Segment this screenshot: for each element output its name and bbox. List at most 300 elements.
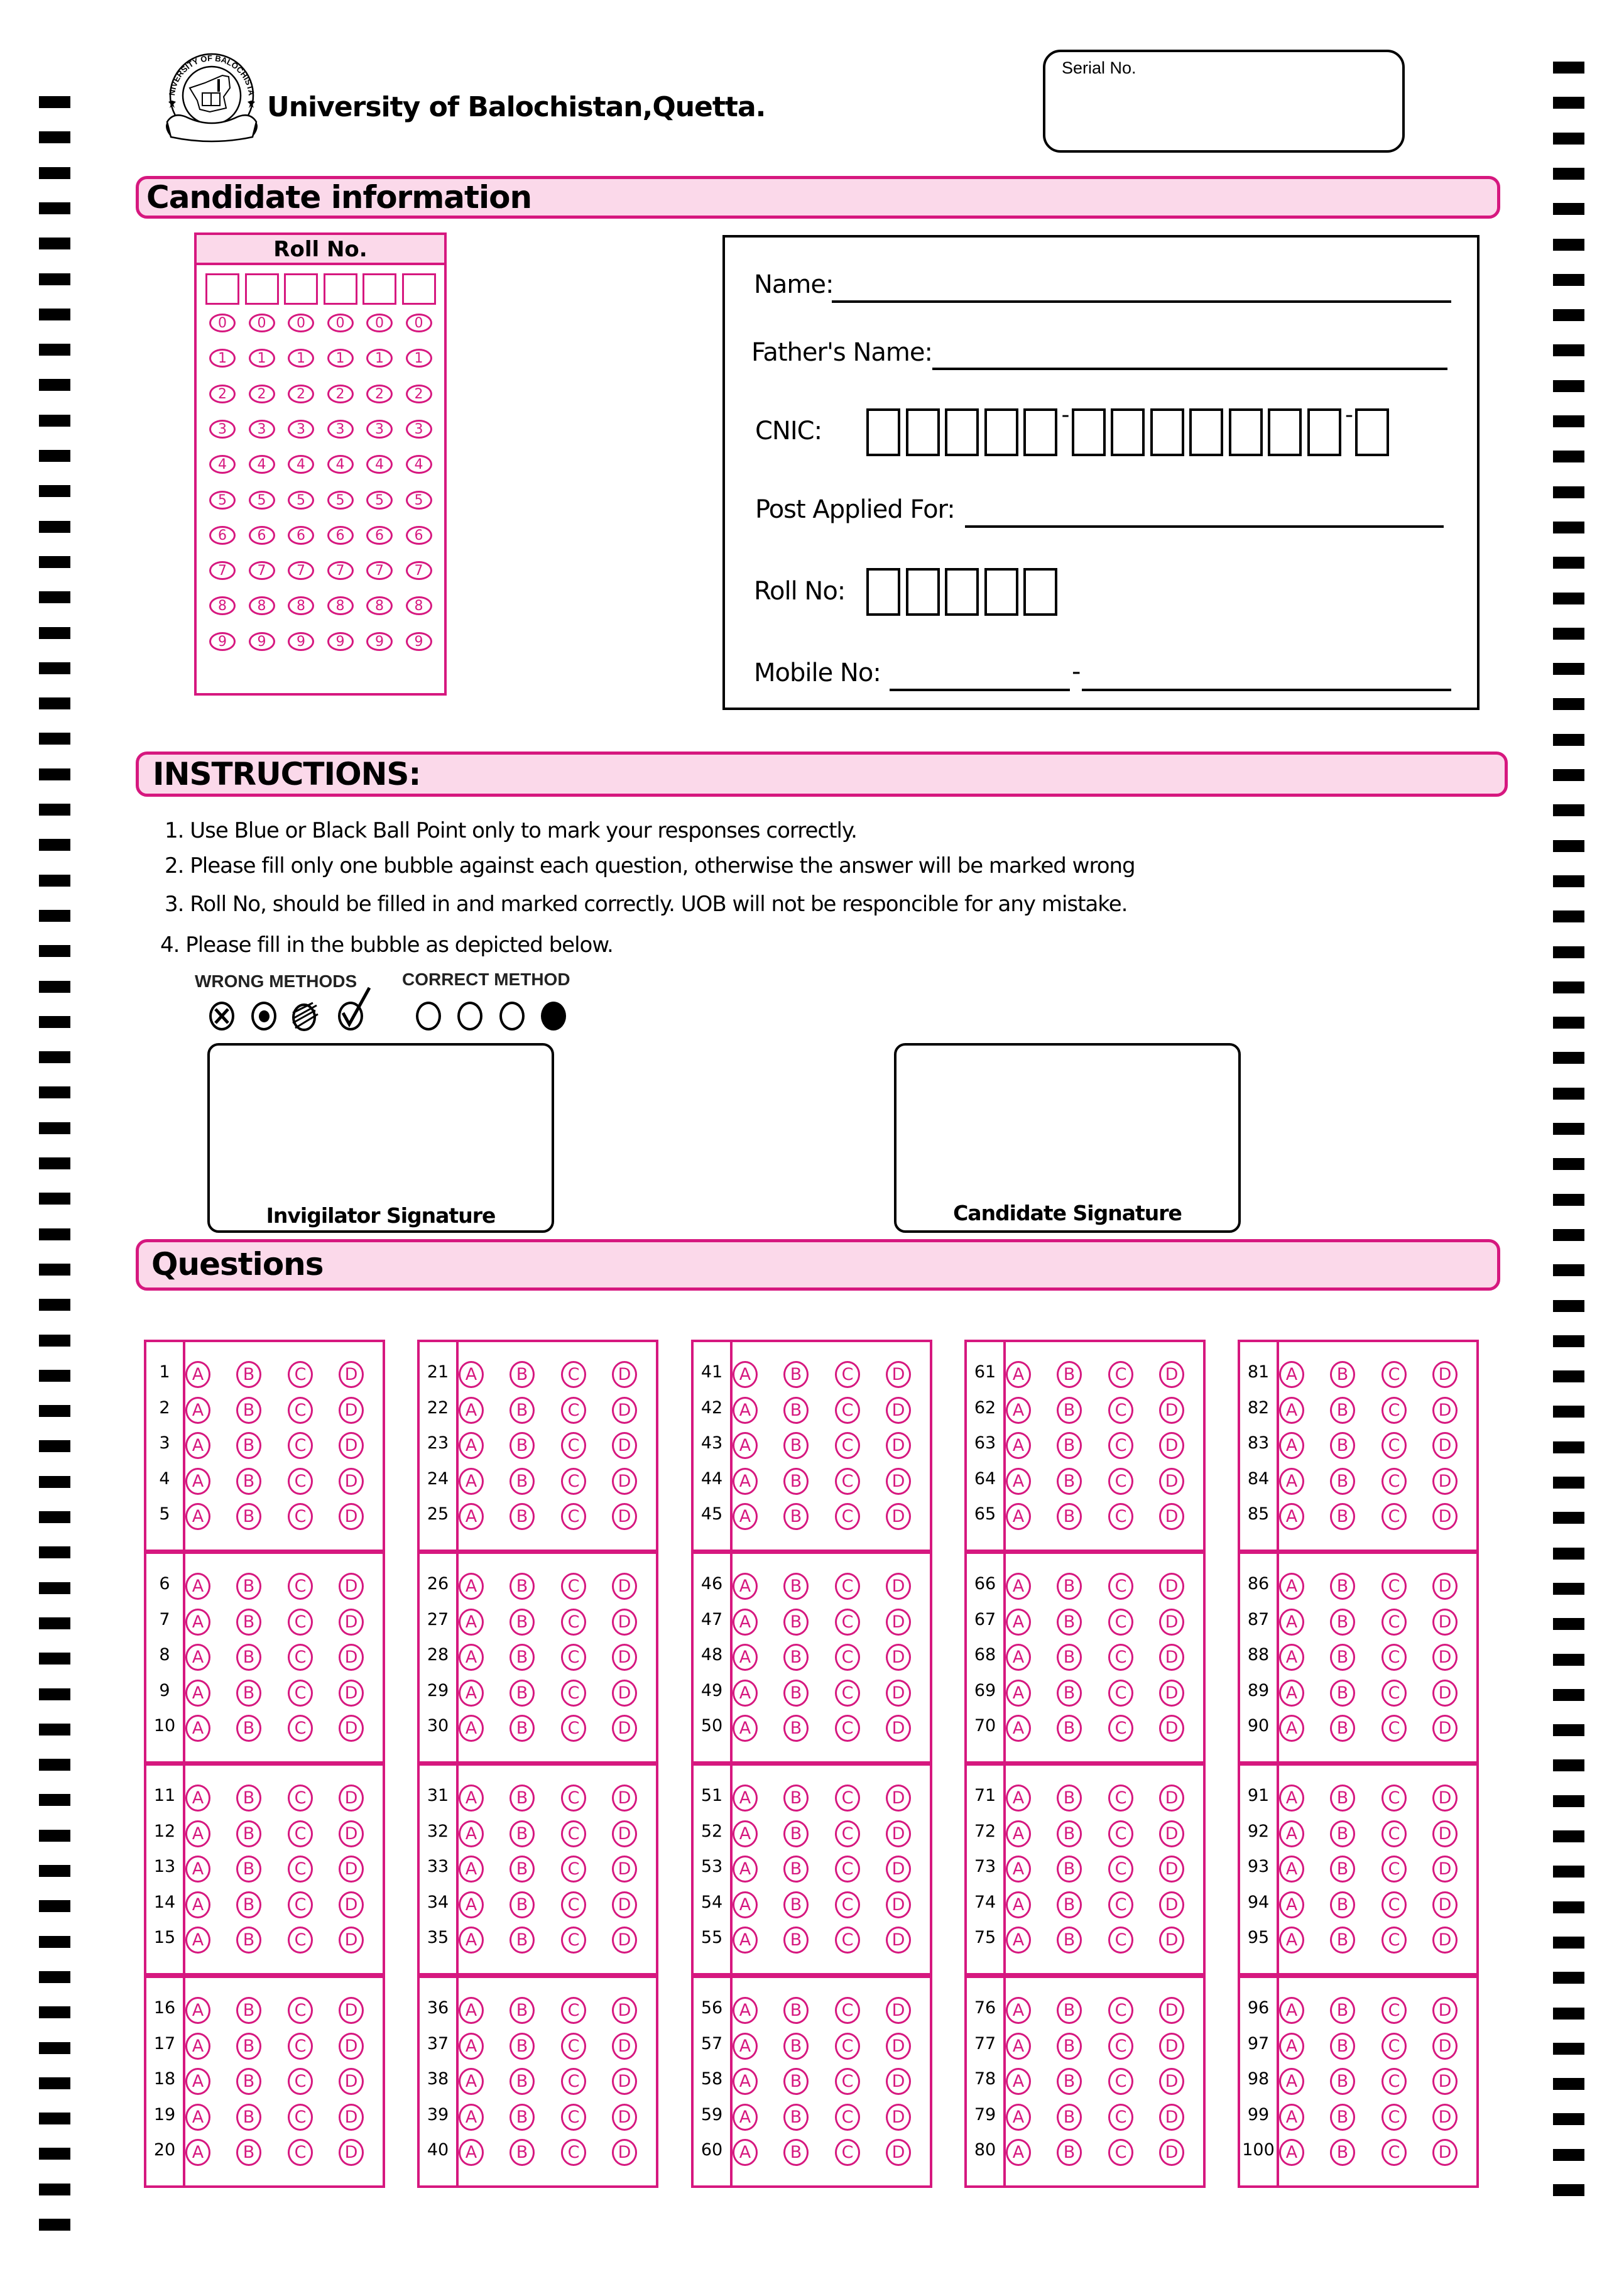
- roll-bubble[interactable]: 2: [406, 385, 432, 403]
- answer-bubble-c[interactable]: C: [835, 1468, 860, 1495]
- answer-bubble-b[interactable]: B: [783, 2139, 809, 2166]
- answer-bubble-a[interactable]: A: [1006, 1361, 1031, 1388]
- answer-bubble-a[interactable]: A: [1279, 2033, 1304, 2060]
- answer-bubble-c[interactable]: C: [835, 1856, 860, 1883]
- answer-bubble-b[interactable]: B: [783, 1468, 809, 1495]
- cnic-digit-box[interactable]: [1189, 408, 1223, 456]
- roll-bubble[interactable]: 9: [366, 632, 393, 651]
- answer-bubble-c[interactable]: C: [561, 1432, 586, 1459]
- answer-bubble-c[interactable]: C: [288, 2033, 313, 2060]
- answer-bubble-a[interactable]: A: [1279, 1997, 1304, 2024]
- answer-bubble-d[interactable]: D: [1432, 1891, 1458, 1918]
- answer-bubble-c[interactable]: C: [288, 1680, 313, 1707]
- answer-bubble-d[interactable]: D: [612, 2139, 637, 2166]
- answer-bubble-c[interactable]: C: [835, 2104, 860, 2131]
- answer-bubble-d[interactable]: D: [1159, 1715, 1184, 1742]
- answer-bubble-b[interactable]: B: [1057, 1644, 1082, 1671]
- answer-bubble-d[interactable]: D: [1159, 2033, 1184, 2060]
- roll-bubble[interactable]: 0: [366, 314, 393, 332]
- roll-digit-box[interactable]: [324, 273, 357, 305]
- answer-bubble-d[interactable]: D: [1432, 1573, 1458, 1600]
- answer-bubble-d[interactable]: D: [1432, 1397, 1458, 1424]
- answer-bubble-b[interactable]: B: [1330, 1361, 1355, 1388]
- answer-bubble-d[interactable]: D: [339, 1891, 364, 1918]
- answer-bubble-d[interactable]: D: [1432, 1609, 1458, 1636]
- answer-bubble-a[interactable]: A: [1279, 1891, 1304, 1918]
- answer-bubble-c[interactable]: C: [835, 1503, 860, 1530]
- answer-bubble-b[interactable]: B: [1330, 1468, 1355, 1495]
- answer-bubble-a[interactable]: A: [1279, 1468, 1304, 1495]
- serial-number-box[interactable]: [1043, 50, 1405, 153]
- roll-bubble[interactable]: 6: [249, 526, 275, 545]
- answer-bubble-c[interactable]: C: [288, 1891, 313, 1918]
- answer-bubble-b[interactable]: B: [1057, 1609, 1082, 1636]
- answer-bubble-d[interactable]: D: [612, 1503, 637, 1530]
- answer-bubble-a[interactable]: A: [1279, 1361, 1304, 1388]
- answer-bubble-a[interactable]: A: [459, 1715, 484, 1742]
- answer-bubble-b[interactable]: B: [783, 1680, 809, 1707]
- answer-bubble-a[interactable]: A: [185, 2139, 210, 2166]
- roll-bubble[interactable]: 6: [406, 526, 432, 545]
- answer-bubble-c[interactable]: C: [835, 1715, 860, 1742]
- answer-bubble-d[interactable]: D: [886, 1785, 911, 1812]
- answer-bubble-b[interactable]: B: [1057, 1785, 1082, 1812]
- answer-bubble-d[interactable]: D: [1432, 1644, 1458, 1671]
- roll-bubble[interactable]: 1: [327, 349, 354, 368]
- cnic-digit-box[interactable]: [1307, 408, 1341, 456]
- answer-bubble-a[interactable]: A: [1006, 1997, 1031, 2024]
- answer-bubble-c[interactable]: C: [1381, 1785, 1407, 1812]
- answer-bubble-b[interactable]: B: [510, 1856, 535, 1883]
- roll-bubble[interactable]: 8: [327, 596, 354, 615]
- answer-bubble-a[interactable]: A: [1006, 1432, 1031, 1459]
- roll-bubble[interactable]: 1: [406, 349, 432, 368]
- answer-bubble-d[interactable]: D: [612, 1468, 637, 1495]
- answer-bubble-d[interactable]: D: [1159, 1785, 1184, 1812]
- answer-bubble-d[interactable]: D: [339, 1644, 364, 1671]
- answer-bubble-b[interactable]: B: [510, 1785, 535, 1812]
- answer-bubble-c[interactable]: C: [288, 1432, 313, 1459]
- answer-bubble-d[interactable]: D: [886, 1820, 911, 1847]
- answer-bubble-a[interactable]: A: [733, 2139, 758, 2166]
- answer-bubble-a[interactable]: A: [459, 1891, 484, 1918]
- answer-bubble-b[interactable]: B: [783, 1432, 809, 1459]
- roll-bubble[interactable]: 8: [406, 596, 432, 615]
- answer-bubble-a[interactable]: A: [1279, 1503, 1304, 1530]
- answer-bubble-c[interactable]: C: [1381, 2068, 1407, 2095]
- answer-bubble-b[interactable]: B: [510, 1891, 535, 1918]
- answer-bubble-c[interactable]: C: [1381, 1927, 1407, 1954]
- roll-no-digit-box[interactable]: [984, 568, 1018, 616]
- answer-bubble-a[interactable]: A: [459, 1503, 484, 1530]
- roll-digit-box[interactable]: [362, 273, 396, 305]
- answer-bubble-a[interactable]: A: [185, 1680, 210, 1707]
- answer-bubble-b[interactable]: B: [236, 1927, 261, 1954]
- answer-bubble-d[interactable]: D: [339, 1785, 364, 1812]
- roll-bubble[interactable]: 7: [288, 561, 314, 580]
- roll-bubble[interactable]: 3: [406, 420, 432, 439]
- answer-bubble-d[interactable]: D: [1159, 1609, 1184, 1636]
- answer-bubble-d[interactable]: D: [886, 1891, 911, 1918]
- answer-bubble-a[interactable]: A: [1279, 1644, 1304, 1671]
- answer-bubble-c[interactable]: C: [561, 1680, 586, 1707]
- answer-bubble-b[interactable]: B: [783, 2068, 809, 2095]
- answer-bubble-d[interactable]: D: [339, 1609, 364, 1636]
- answer-bubble-c[interactable]: C: [1381, 2033, 1407, 2060]
- answer-bubble-d[interactable]: D: [1159, 1361, 1184, 1388]
- answer-bubble-b[interactable]: B: [510, 1397, 535, 1424]
- answer-bubble-c[interactable]: C: [1381, 1715, 1407, 1742]
- answer-bubble-a[interactable]: A: [733, 2068, 758, 2095]
- answer-bubble-b[interactable]: B: [1330, 1503, 1355, 1530]
- answer-bubble-b[interactable]: B: [1330, 2139, 1355, 2166]
- answer-bubble-b[interactable]: B: [510, 1609, 535, 1636]
- answer-bubble-a[interactable]: A: [459, 2033, 484, 2060]
- answer-bubble-d[interactable]: D: [1432, 1715, 1458, 1742]
- answer-bubble-b[interactable]: B: [783, 1361, 809, 1388]
- roll-bubble[interactable]: 0: [288, 314, 314, 332]
- roll-bubble[interactable]: 3: [288, 420, 314, 439]
- answer-bubble-b[interactable]: B: [1057, 1361, 1082, 1388]
- answer-bubble-a[interactable]: A: [733, 2104, 758, 2131]
- answer-bubble-b[interactable]: B: [783, 1891, 809, 1918]
- answer-bubble-c[interactable]: C: [835, 1361, 860, 1388]
- answer-bubble-b[interactable]: B: [1330, 1397, 1355, 1424]
- answer-bubble-b[interactable]: B: [783, 1503, 809, 1530]
- answer-bubble-a[interactable]: A: [459, 1785, 484, 1812]
- cnic-digit-box[interactable]: [1111, 408, 1145, 456]
- answer-bubble-c[interactable]: C: [835, 1997, 860, 2024]
- answer-bubble-a[interactable]: A: [185, 1468, 210, 1495]
- answer-bubble-b[interactable]: B: [1057, 1927, 1082, 1954]
- answer-bubble-d[interactable]: D: [886, 1361, 911, 1388]
- answer-bubble-b[interactable]: B: [1330, 1927, 1355, 1954]
- answer-bubble-b[interactable]: B: [236, 1432, 261, 1459]
- roll-bubble[interactable]: 8: [249, 596, 275, 615]
- answer-bubble-d[interactable]: D: [1432, 2104, 1458, 2131]
- answer-bubble-a[interactable]: A: [1006, 1785, 1031, 1812]
- answer-bubble-d[interactable]: D: [886, 1927, 911, 1954]
- answer-bubble-b[interactable]: B: [236, 2139, 261, 2166]
- answer-bubble-b[interactable]: B: [236, 1856, 261, 1883]
- answer-bubble-c[interactable]: C: [1381, 1820, 1407, 1847]
- answer-bubble-a[interactable]: A: [185, 1715, 210, 1742]
- answer-bubble-c[interactable]: C: [288, 1468, 313, 1495]
- roll-bubble[interactable]: 1: [366, 349, 393, 368]
- answer-bubble-a[interactable]: A: [185, 1927, 210, 1954]
- answer-bubble-c[interactable]: C: [1108, 1503, 1133, 1530]
- roll-no-digit-box[interactable]: [866, 568, 900, 616]
- answer-bubble-d[interactable]: D: [1159, 1432, 1184, 1459]
- answer-bubble-b[interactable]: B: [236, 1820, 261, 1847]
- answer-bubble-a[interactable]: A: [733, 1820, 758, 1847]
- answer-bubble-d[interactable]: D: [1159, 1820, 1184, 1847]
- answer-bubble-c[interactable]: C: [835, 1927, 860, 1954]
- answer-bubble-d[interactable]: D: [612, 1891, 637, 1918]
- cnic-digit-box[interactable]: [1072, 408, 1106, 456]
- answer-bubble-a[interactable]: A: [459, 1856, 484, 1883]
- answer-bubble-c[interactable]: C: [835, 1432, 860, 1459]
- answer-bubble-a[interactable]: A: [1279, 1397, 1304, 1424]
- roll-bubble[interactable]: 2: [327, 385, 354, 403]
- answer-bubble-d[interactable]: D: [339, 1397, 364, 1424]
- answer-bubble-a[interactable]: A: [1006, 1573, 1031, 1600]
- answer-bubble-a[interactable]: A: [1006, 2104, 1031, 2131]
- answer-bubble-b[interactable]: B: [1057, 1856, 1082, 1883]
- answer-bubble-c[interactable]: C: [835, 2139, 860, 2166]
- answer-bubble-a[interactable]: A: [459, 2068, 484, 2095]
- roll-no-digit-box[interactable]: [1023, 568, 1057, 616]
- answer-bubble-a[interactable]: A: [459, 1573, 484, 1600]
- answer-bubble-c[interactable]: C: [1381, 1573, 1407, 1600]
- roll-bubble[interactable]: 3: [249, 420, 275, 439]
- answer-bubble-a[interactable]: A: [1006, 1927, 1031, 1954]
- answer-bubble-c[interactable]: C: [561, 1927, 586, 1954]
- answer-bubble-c[interactable]: C: [561, 2139, 586, 2166]
- answer-bubble-d[interactable]: D: [612, 2104, 637, 2131]
- answer-bubble-a[interactable]: A: [1279, 2104, 1304, 2131]
- answer-bubble-a[interactable]: A: [185, 1361, 210, 1388]
- answer-bubble-b[interactable]: B: [1057, 1397, 1082, 1424]
- answer-bubble-a[interactable]: A: [1279, 1680, 1304, 1707]
- answer-bubble-b[interactable]: B: [1330, 1785, 1355, 1812]
- answer-bubble-d[interactable]: D: [886, 2139, 911, 2166]
- answer-bubble-d[interactable]: D: [612, 1680, 637, 1707]
- answer-bubble-d[interactable]: D: [886, 1715, 911, 1742]
- answer-bubble-c[interactable]: C: [561, 1891, 586, 1918]
- answer-bubble-c[interactable]: C: [1108, 1997, 1133, 2024]
- answer-bubble-d[interactable]: D: [339, 2139, 364, 2166]
- answer-bubble-a[interactable]: A: [733, 1503, 758, 1530]
- answer-bubble-c[interactable]: C: [1381, 1503, 1407, 1530]
- answer-bubble-d[interactable]: D: [1159, 1856, 1184, 1883]
- answer-bubble-d[interactable]: D: [339, 2104, 364, 2131]
- cnic-digit-box[interactable]: [1229, 408, 1263, 456]
- answer-bubble-c[interactable]: C: [288, 1785, 313, 1812]
- answer-bubble-d[interactable]: D: [612, 1927, 637, 1954]
- father-name-field[interactable]: [932, 368, 1447, 370]
- answer-bubble-d[interactable]: D: [1432, 1856, 1458, 1883]
- answer-bubble-c[interactable]: C: [288, 2068, 313, 2095]
- roll-bubble[interactable]: 7: [327, 561, 354, 580]
- answer-bubble-b[interactable]: B: [510, 1715, 535, 1742]
- cnic-digit-box[interactable]: [906, 408, 940, 456]
- answer-bubble-d[interactable]: D: [886, 1856, 911, 1883]
- name-field[interactable]: [832, 300, 1451, 303]
- answer-bubble-c[interactable]: C: [561, 1609, 586, 1636]
- roll-bubble[interactable]: 0: [249, 314, 275, 332]
- answer-bubble-d[interactable]: D: [886, 2033, 911, 2060]
- answer-bubble-c[interactable]: C: [1108, 1856, 1133, 1883]
- roll-bubble[interactable]: 9: [209, 632, 236, 651]
- roll-bubble[interactable]: 8: [366, 596, 393, 615]
- roll-bubble[interactable]: 2: [366, 385, 393, 403]
- cnic-digit-box[interactable]: [1150, 408, 1184, 456]
- answer-bubble-c[interactable]: C: [288, 2104, 313, 2131]
- answer-bubble-c[interactable]: C: [1108, 1927, 1133, 1954]
- roll-bubble[interactable]: 1: [209, 349, 236, 368]
- answer-bubble-a[interactable]: A: [185, 2104, 210, 2131]
- answer-bubble-c[interactable]: C: [1108, 1644, 1133, 1671]
- answer-bubble-a[interactable]: A: [185, 1856, 210, 1883]
- post-applied-field[interactable]: [965, 525, 1444, 528]
- answer-bubble-a[interactable]: A: [733, 1432, 758, 1459]
- answer-bubble-b[interactable]: B: [1057, 1680, 1082, 1707]
- answer-bubble-d[interactable]: D: [339, 1680, 364, 1707]
- roll-bubble[interactable]: 0: [406, 314, 432, 332]
- answer-bubble-c[interactable]: C: [1381, 1361, 1407, 1388]
- answer-bubble-a[interactable]: A: [733, 1397, 758, 1424]
- answer-bubble-d[interactable]: D: [339, 1820, 364, 1847]
- answer-bubble-c[interactable]: C: [1381, 1432, 1407, 1459]
- answer-bubble-d[interactable]: D: [612, 2033, 637, 2060]
- roll-bubble[interactable]: 8: [288, 596, 314, 615]
- roll-bubble[interactable]: 4: [288, 455, 314, 474]
- roll-bubble[interactable]: 2: [288, 385, 314, 403]
- answer-bubble-d[interactable]: D: [339, 1503, 364, 1530]
- answer-bubble-a[interactable]: A: [1279, 1432, 1304, 1459]
- answer-bubble-b[interactable]: B: [1057, 1891, 1082, 1918]
- roll-bubble[interactable]: 9: [406, 632, 432, 651]
- answer-bubble-b[interactable]: B: [510, 1997, 535, 2024]
- answer-bubble-c[interactable]: C: [1108, 1820, 1133, 1847]
- answer-bubble-d[interactable]: D: [1159, 1503, 1184, 1530]
- answer-bubble-d[interactable]: D: [612, 1856, 637, 1883]
- answer-bubble-b[interactable]: B: [510, 1503, 535, 1530]
- answer-bubble-b[interactable]: B: [1330, 1573, 1355, 1600]
- answer-bubble-a[interactable]: A: [185, 1785, 210, 1812]
- answer-bubble-b[interactable]: B: [1057, 2139, 1082, 2166]
- answer-bubble-b[interactable]: B: [510, 2033, 535, 2060]
- answer-bubble-a[interactable]: A: [459, 2139, 484, 2166]
- answer-bubble-c[interactable]: C: [1381, 1891, 1407, 1918]
- answer-bubble-d[interactable]: D: [886, 1997, 911, 2024]
- roll-bubble[interactable]: 1: [249, 349, 275, 368]
- answer-bubble-c[interactable]: C: [1381, 1468, 1407, 1495]
- answer-bubble-c[interactable]: C: [561, 2033, 586, 2060]
- answer-bubble-a[interactable]: A: [1006, 1680, 1031, 1707]
- roll-bubble[interactable]: 4: [406, 455, 432, 474]
- answer-bubble-c[interactable]: C: [1108, 1785, 1133, 1812]
- answer-bubble-a[interactable]: A: [1006, 2139, 1031, 2166]
- answer-bubble-c[interactable]: C: [835, 1680, 860, 1707]
- answer-bubble-b[interactable]: B: [236, 1397, 261, 1424]
- answer-bubble-c[interactable]: C: [561, 2104, 586, 2131]
- roll-bubble[interactable]: 7: [209, 561, 236, 580]
- roll-bubble[interactable]: 6: [288, 526, 314, 545]
- roll-bubble[interactable]: 1: [288, 349, 314, 368]
- answer-bubble-b[interactable]: B: [510, 2068, 535, 2095]
- answer-bubble-a[interactable]: A: [459, 1644, 484, 1671]
- answer-bubble-b[interactable]: B: [236, 1468, 261, 1495]
- answer-bubble-c[interactable]: C: [1381, 1680, 1407, 1707]
- cnic-digit-box[interactable]: [866, 408, 900, 456]
- answer-bubble-a[interactable]: A: [185, 2033, 210, 2060]
- roll-bubble[interactable]: 5: [288, 491, 314, 510]
- answer-bubble-b[interactable]: B: [1057, 1468, 1082, 1495]
- answer-bubble-b[interactable]: B: [236, 1361, 261, 1388]
- answer-bubble-b[interactable]: B: [1057, 2068, 1082, 2095]
- answer-bubble-c[interactable]: C: [561, 1856, 586, 1883]
- answer-bubble-d[interactable]: D: [339, 1573, 364, 1600]
- answer-bubble-a[interactable]: A: [1006, 2068, 1031, 2095]
- answer-bubble-b[interactable]: B: [510, 1361, 535, 1388]
- answer-bubble-c[interactable]: C: [561, 1397, 586, 1424]
- answer-bubble-d[interactable]: D: [1432, 1503, 1458, 1530]
- answer-bubble-a[interactable]: A: [733, 1927, 758, 1954]
- answer-bubble-a[interactable]: A: [733, 1468, 758, 1495]
- answer-bubble-b[interactable]: B: [1330, 2068, 1355, 2095]
- answer-bubble-c[interactable]: C: [835, 1573, 860, 1600]
- answer-bubble-d[interactable]: D: [612, 1397, 637, 1424]
- answer-bubble-c[interactable]: C: [835, 1644, 860, 1671]
- roll-bubble[interactable]: 2: [209, 385, 236, 403]
- answer-bubble-a[interactable]: A: [459, 1680, 484, 1707]
- answer-bubble-d[interactable]: D: [886, 1644, 911, 1671]
- answer-bubble-a[interactable]: A: [1006, 2033, 1031, 2060]
- answer-bubble-a[interactable]: A: [733, 1361, 758, 1388]
- answer-bubble-d[interactable]: D: [1432, 1785, 1458, 1812]
- roll-digit-box[interactable]: [402, 273, 436, 305]
- roll-bubble[interactable]: 9: [327, 632, 354, 651]
- answer-bubble-c[interactable]: C: [1108, 2139, 1133, 2166]
- answer-bubble-a[interactable]: A: [459, 1468, 484, 1495]
- answer-bubble-d[interactable]: D: [339, 1432, 364, 1459]
- answer-bubble-c[interactable]: C: [1108, 1397, 1133, 1424]
- answer-bubble-d[interactable]: D: [612, 2068, 637, 2095]
- answer-bubble-d[interactable]: D: [1159, 1927, 1184, 1954]
- answer-bubble-b[interactable]: B: [510, 2139, 535, 2166]
- answer-bubble-a[interactable]: A: [185, 1820, 210, 1847]
- answer-bubble-c[interactable]: C: [1108, 1609, 1133, 1636]
- answer-bubble-c[interactable]: C: [1108, 1680, 1133, 1707]
- answer-bubble-b[interactable]: B: [1330, 1432, 1355, 1459]
- answer-bubble-b[interactable]: B: [1057, 1820, 1082, 1847]
- answer-bubble-a[interactable]: A: [1006, 1609, 1031, 1636]
- answer-bubble-b[interactable]: B: [510, 1927, 535, 1954]
- answer-bubble-b[interactable]: B: [1330, 2033, 1355, 2060]
- answer-bubble-d[interactable]: D: [1432, 1680, 1458, 1707]
- roll-no-digit-box[interactable]: [945, 568, 979, 616]
- answer-bubble-b[interactable]: B: [783, 1573, 809, 1600]
- roll-bubble[interactable]: 9: [249, 632, 275, 651]
- answer-bubble-c[interactable]: C: [561, 2068, 586, 2095]
- answer-bubble-b[interactable]: B: [1330, 1891, 1355, 1918]
- roll-bubble[interactable]: 5: [327, 491, 354, 510]
- answer-bubble-b[interactable]: B: [510, 2104, 535, 2131]
- answer-bubble-b[interactable]: B: [1330, 1609, 1355, 1636]
- roll-bubble[interactable]: 8: [209, 596, 236, 615]
- answer-bubble-a[interactable]: A: [185, 1644, 210, 1671]
- answer-bubble-b[interactable]: B: [1057, 1503, 1082, 1530]
- answer-bubble-d[interactable]: D: [1159, 2104, 1184, 2131]
- answer-bubble-d[interactable]: D: [1159, 1573, 1184, 1600]
- answer-bubble-b[interactable]: B: [1330, 1644, 1355, 1671]
- answer-bubble-b[interactable]: B: [236, 1573, 261, 1600]
- answer-bubble-d[interactable]: D: [886, 1503, 911, 1530]
- answer-bubble-b[interactable]: B: [510, 1468, 535, 1495]
- answer-bubble-c[interactable]: C: [561, 1997, 586, 2024]
- mobile-number-field[interactable]: [1082, 689, 1451, 691]
- answer-bubble-d[interactable]: D: [1432, 2139, 1458, 2166]
- answer-bubble-b[interactable]: B: [1330, 1680, 1355, 1707]
- answer-bubble-d[interactable]: D: [1432, 1997, 1458, 2024]
- answer-bubble-b[interactable]: B: [236, 1644, 261, 1671]
- answer-bubble-d[interactable]: D: [1159, 1397, 1184, 1424]
- roll-bubble[interactable]: 5: [366, 491, 393, 510]
- answer-bubble-c[interactable]: C: [561, 1573, 586, 1600]
- answer-bubble-d[interactable]: D: [1159, 1997, 1184, 2024]
